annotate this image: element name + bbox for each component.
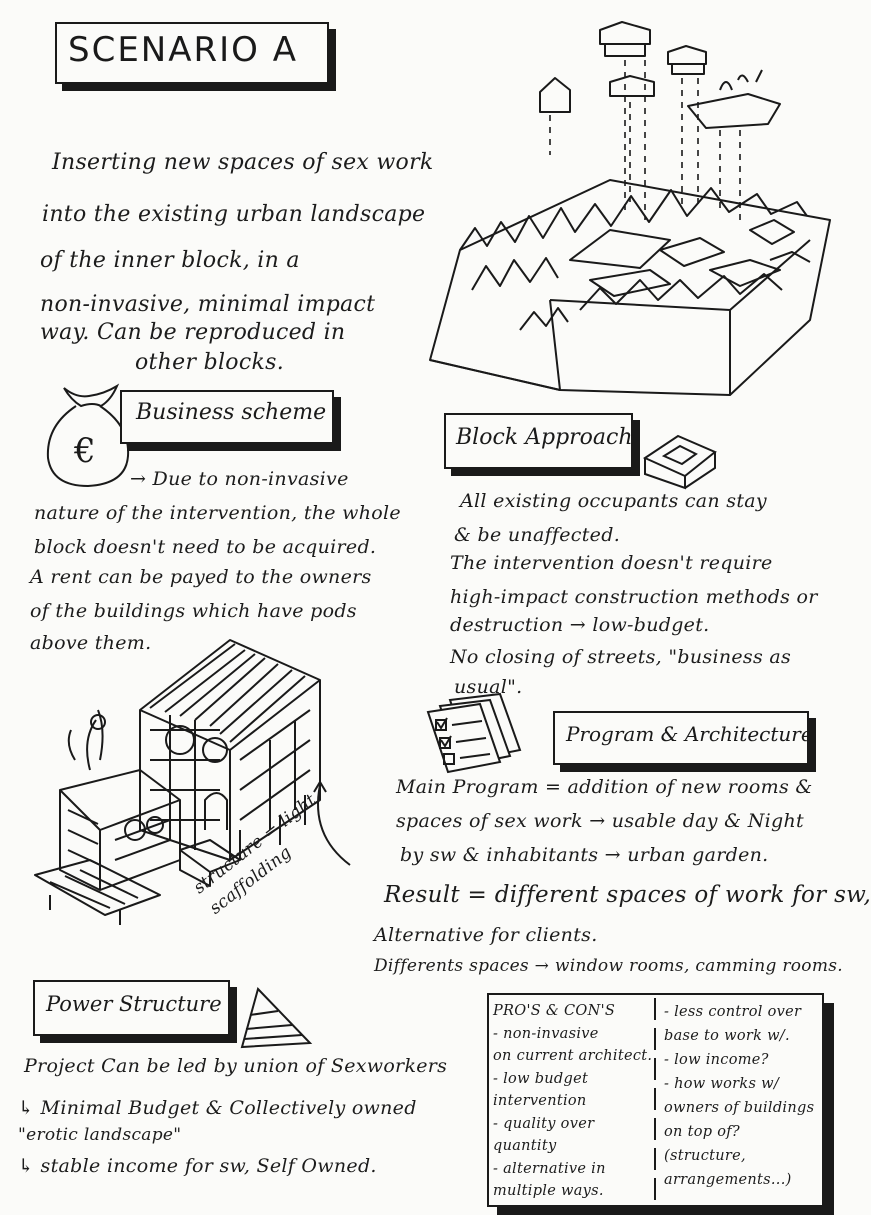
pros-line: - non-invasive — [493, 1025, 599, 1042]
pros-line: quantity — [493, 1138, 557, 1154]
structure-note: structure = light scaffolding — [189, 790, 321, 919]
business-line: → Due to non-invasive — [130, 468, 349, 490]
power-title: Power Structure — [46, 992, 222, 1016]
pros-line: multiple ways. — [493, 1183, 604, 1199]
block-line: All existing occupants can stay — [460, 490, 767, 512]
program-line: by sw & inhabitants → urban garden. — [400, 844, 769, 866]
business-line: A rent can be payed to the owners — [30, 566, 372, 588]
block-line: No closing of streets, "business as — [450, 646, 792, 668]
cons-line: base to work w/. — [664, 1028, 790, 1044]
cons-line: - how works w/ — [664, 1076, 780, 1092]
pros-line: - low budget — [493, 1070, 589, 1087]
checklist-icon — [420, 690, 530, 780]
pyramid-icon — [238, 985, 318, 1055]
block-title: Block Approach — [456, 425, 633, 450]
pod-sketch — [540, 22, 780, 128]
program-line: spaces of sex work → usable day & Night — [396, 810, 804, 832]
power-line: "erotic landscape" — [18, 1125, 182, 1145]
block-icon — [640, 430, 720, 490]
euro-symbol: € — [74, 431, 96, 471]
intro-line: non-invasive, minimal impact — [40, 292, 376, 317]
program-line: Main Program = addition of new rooms & — [396, 776, 813, 798]
intro-line: of the inner block, in a — [40, 248, 300, 273]
intro-line: Inserting new spaces of sex work — [52, 150, 434, 175]
cons-line: arrangements...) — [664, 1172, 792, 1188]
block-line: usual". — [454, 676, 523, 698]
business-line: of the buildings which have pods — [30, 600, 357, 622]
pros-column — [493, 1000, 653, 1203]
pros-line: intervention — [493, 1093, 587, 1109]
business-line: nature of the intervention, the whole — [34, 502, 401, 524]
block-line: The intervention doesn't require — [450, 552, 773, 574]
program-line: Result = different spaces of work for sw, — [384, 882, 871, 908]
cons-line: - low income? — [664, 1052, 769, 1068]
business-line: above them. — [30, 632, 152, 654]
pros-line: - alternative in — [493, 1160, 606, 1177]
cons-column — [664, 1000, 819, 1192]
pros-line: - quality over — [493, 1115, 595, 1132]
power-line: Project Can be led by union of Sexworkers — [24, 1055, 448, 1077]
cons-line: - less control over — [664, 1004, 802, 1020]
program-line: Alternative for clients. — [374, 924, 598, 946]
program-title: Program & Architecture — [566, 722, 813, 746]
page-title: SCENARIO A — [68, 30, 298, 70]
cons-line: (structure, — [664, 1148, 746, 1164]
block-line: destruction → low-budget. — [450, 614, 710, 636]
block-line: high-impact construction methods or — [450, 586, 818, 608]
cons-line: owners of buildings — [664, 1100, 815, 1116]
power-line: ↳ stable income for sw, Self Owned. — [18, 1155, 377, 1177]
business-title: Business scheme — [136, 400, 327, 425]
block-line: & be unaffected. — [454, 524, 621, 546]
intro-line: way. Can be reproduced in — [40, 320, 346, 345]
cons-line: on top of? — [664, 1124, 740, 1140]
program-line: Differents spaces → window rooms, camming rooms. — [374, 956, 843, 976]
intro-line: into the existing urban landscape — [42, 202, 426, 227]
pros-line: on current architect. — [493, 1048, 653, 1064]
intro-line: other blocks. — [135, 350, 284, 375]
urban-block-sketch — [420, 10, 840, 410]
power-line: ↳ Minimal Budget & Collectively owned — [18, 1097, 417, 1119]
pros-line: PRO'S & CON'S — [493, 1003, 616, 1019]
business-line: block doesn't need to be acquired. — [34, 536, 377, 558]
